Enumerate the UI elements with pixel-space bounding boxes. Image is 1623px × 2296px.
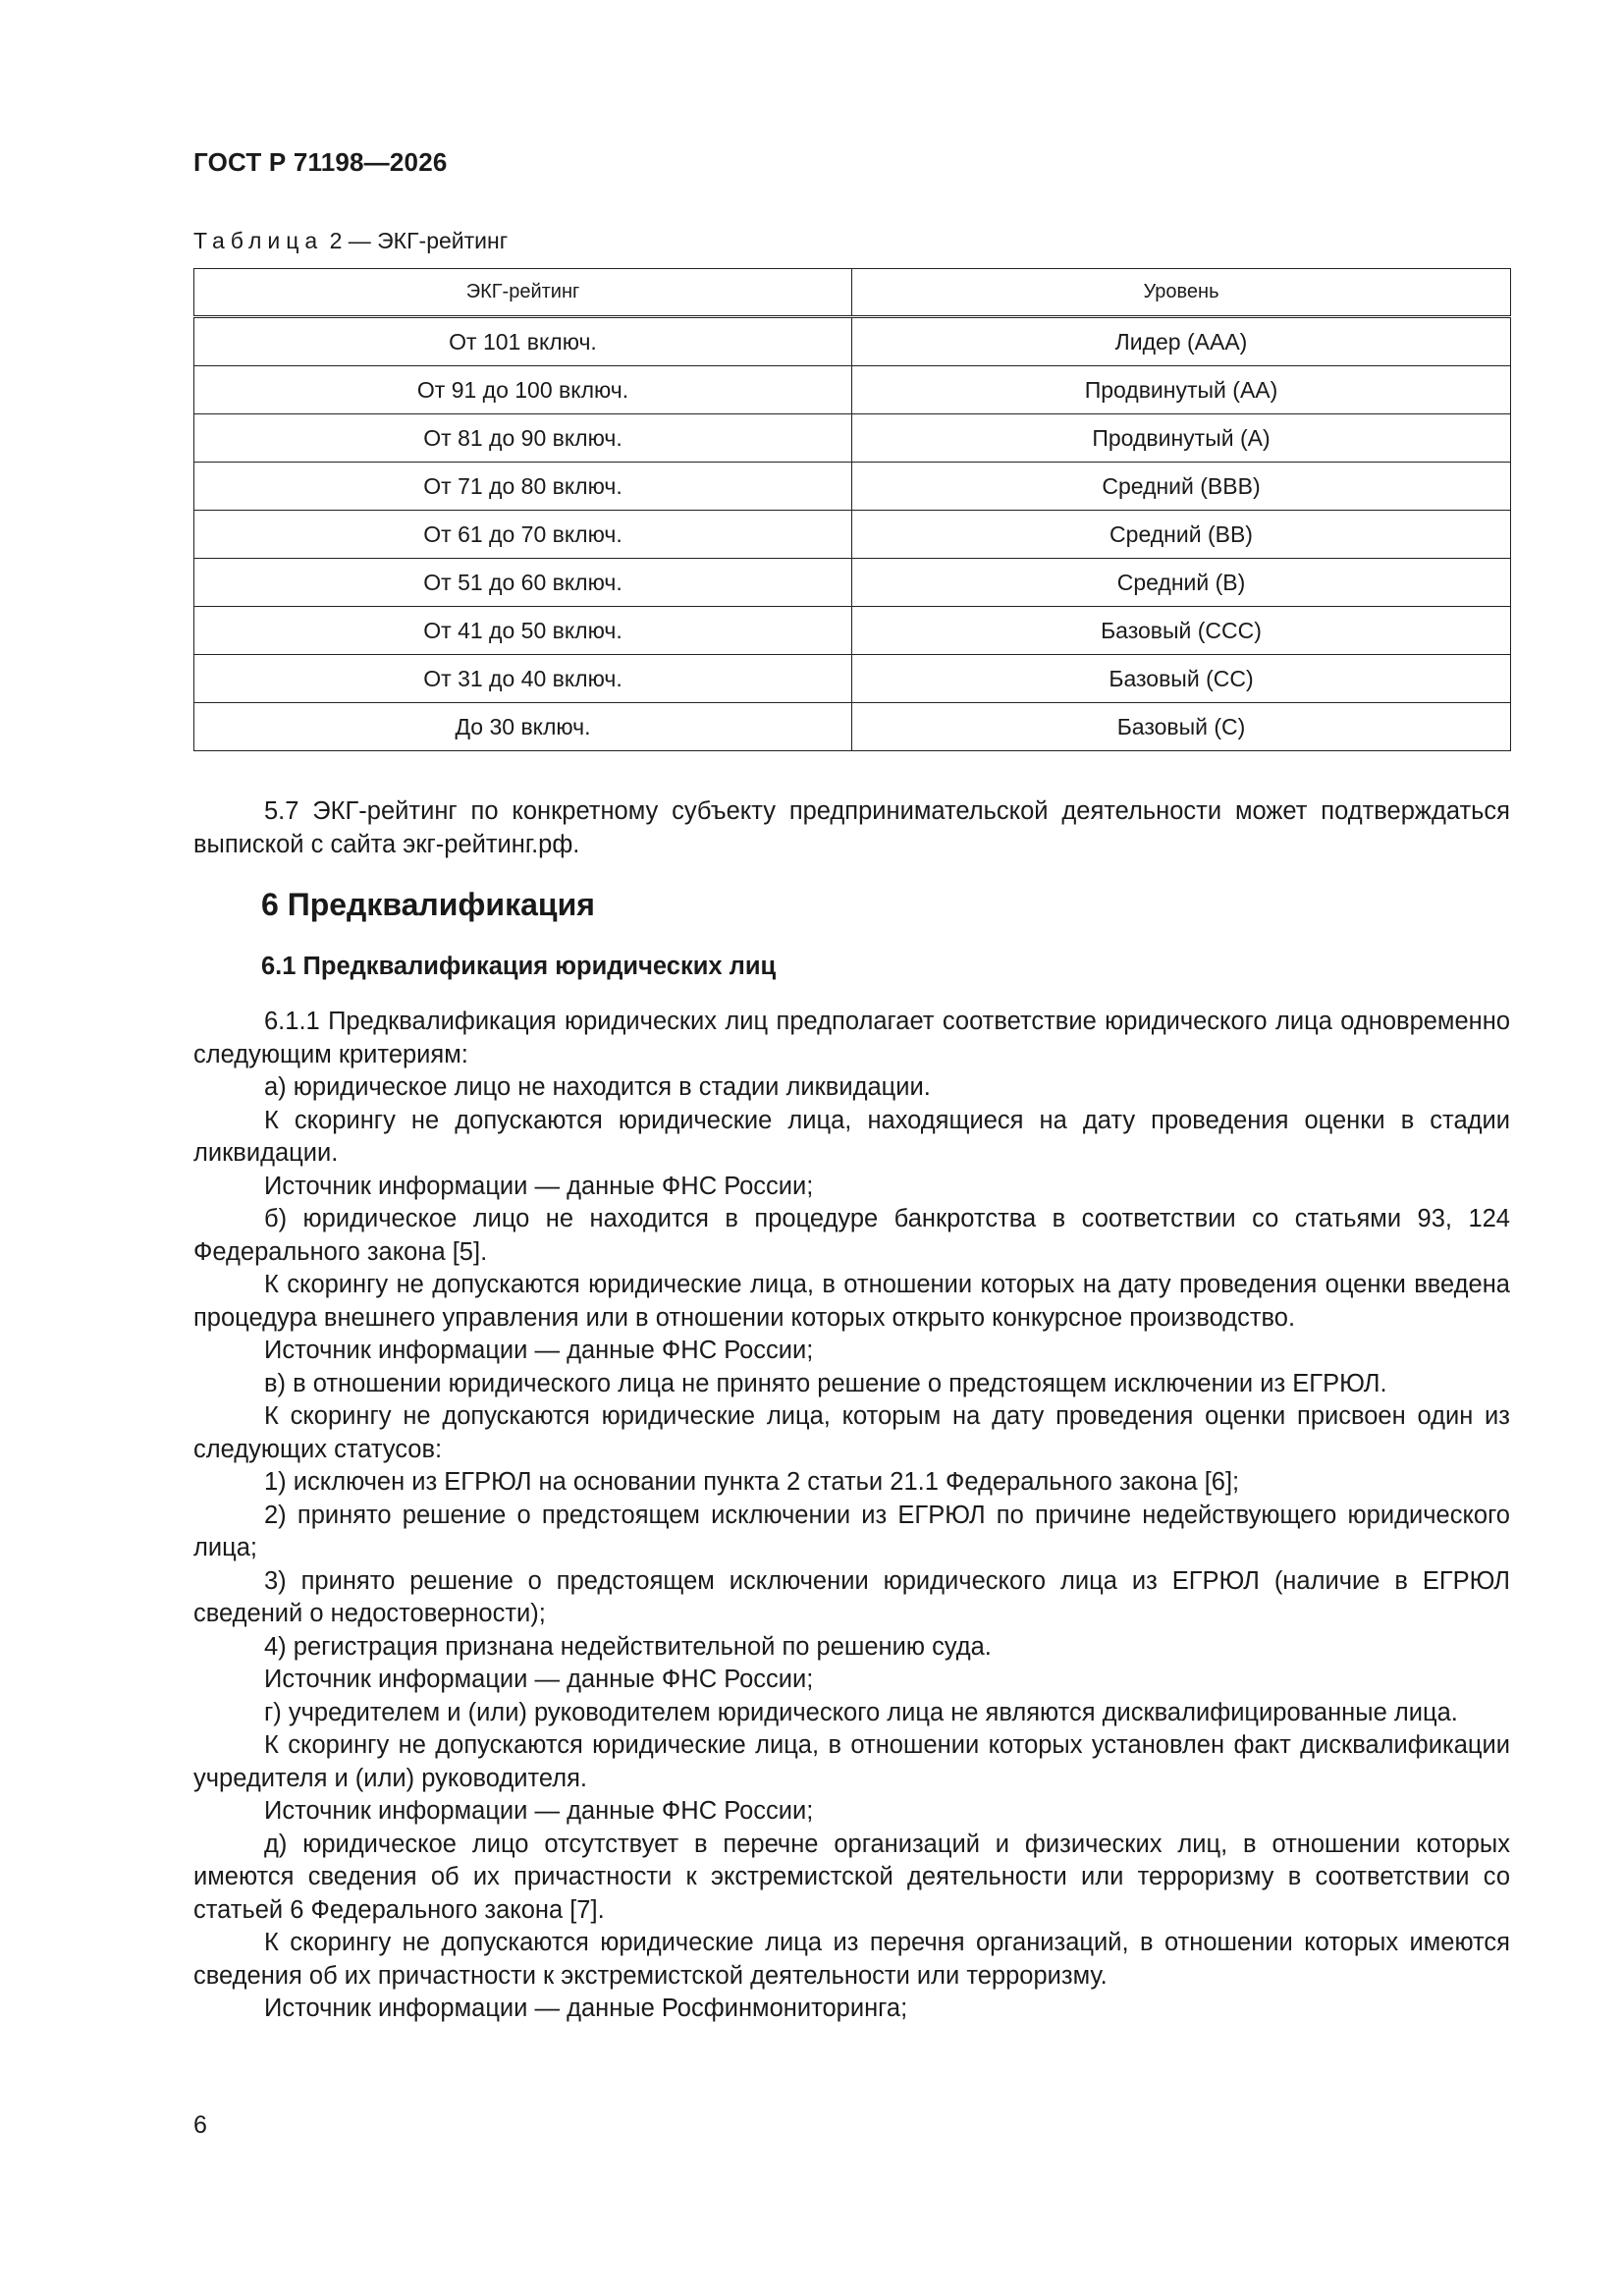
paragraph: К скорингу не допускаются юридические лица, в отношении которых установлен факт дисквалификации учредителя и (или) руководителя. xyxy=(193,1731,1510,1792)
paragraph: 3) принято решение о предстоящем исключении юридического лица из ЕГРЮЛ (наличие в ЕГРЮЛ сведений о недостоверности); xyxy=(193,1566,1510,1627)
rating-range-cell: От 31 до 40 включ. xyxy=(194,655,852,703)
paragraph: а) юридическое лицо не находится в стадии ликвидации. xyxy=(264,1073,931,1101)
table-row xyxy=(194,317,1511,366)
paragraph: д) юридическое лицо отсутствует в перечне организаций и физических лиц, в отношении которых имеются сведения об их причастности к экстремистской деятельности или терроризму в соответствии со статьей 6 Федерального закона [7]. xyxy=(193,1830,1510,1924)
table-caption-number: 2 — ЭКГ-рейтинг xyxy=(329,228,509,253)
paragraph: 6.1.1 Предквалификация юридических лиц предполагает соответствие юридического лица одновременно следующим критериям: xyxy=(193,1008,1510,1068)
paragraph: г) учредителем и (или) руководителем юридического лица не являются дисквалифицированные лица. xyxy=(264,1698,1458,1726)
level-cell: Средний (ВВ) xyxy=(852,511,1511,559)
paragraph: Источник информации — данные ФНС России; xyxy=(264,1337,814,1364)
rating-range-cell: От 101 включ. xyxy=(194,317,852,366)
section-body xyxy=(193,1006,1510,2026)
level-cell: Базовый (С) xyxy=(852,703,1511,751)
paragraph: Источник информации — данные Росфинмониторинга; xyxy=(264,1995,908,2022)
paragraph-5-7-block xyxy=(193,795,1510,861)
table-row xyxy=(194,511,1511,559)
document-header: ГОСТ Р 71198—2026 xyxy=(193,147,448,177)
section-title: 6 Предквалификация xyxy=(261,887,595,922)
level-cell: Средний (ВВВ) xyxy=(852,463,1511,511)
level-cell: Базовый (ССС) xyxy=(852,607,1511,655)
rating-range-cell: От 91 до 100 включ. xyxy=(194,366,852,414)
table-row xyxy=(194,607,1511,655)
paragraph: К скорингу не допускаются юридические лица, которым на дату проведения оценки присвоен один из следующих статусов: xyxy=(193,1402,1510,1463)
paragraph: 1) исключен из ЕГРЮЛ на основании пункта 2 статьи 21.1 Федерального закона [6]; xyxy=(264,1468,1240,1496)
table-header-row xyxy=(194,269,1511,317)
level-cell: Продвинутый (АА) xyxy=(852,366,1511,414)
paragraph: 4) регистрация признана недействительной по решению суда. xyxy=(264,1632,992,1661)
column-header-rating: ЭКГ-рейтинг xyxy=(194,269,852,317)
paragraph: К скорингу не допускаются юридические лица из перечня организаций, в отношении которых имеются сведения об их причастности к экстремистской деятельности или терроризму. xyxy=(193,1929,1510,1990)
level-cell: Лидер (ААА) xyxy=(852,317,1511,366)
table-row xyxy=(194,703,1511,751)
rating-range-cell: От 81 до 90 включ. xyxy=(194,414,852,463)
rating-range-cell: От 51 до 60 включ. xyxy=(194,559,852,607)
subsection-title: 6.1 Предквалификация юридических лиц xyxy=(261,953,777,980)
rating-table xyxy=(193,268,1511,751)
column-header-level: Уровень xyxy=(852,269,1511,317)
table-caption xyxy=(193,228,508,254)
level-cell: Продвинутый (А) xyxy=(852,414,1511,463)
paragraph-5-7: 5.7 ЭКГ-рейтинг по конкретному субъекту предпринимательской деятельности может подтверждаться выпиской с сайта экг-рейтинг.рф. xyxy=(193,797,1510,858)
table-row xyxy=(194,463,1511,511)
level-cell: Базовый (СС) xyxy=(852,655,1511,703)
paragraph: Источник информации — данные ФНС России; xyxy=(264,1172,814,1200)
paragraph: б) юридическое лицо не находится в процедуре банкротства в соответствии со статьями 93, 124 Федерального закона [5]. xyxy=(193,1205,1510,1266)
table-row xyxy=(194,655,1511,703)
rating-range-cell: От 41 до 50 включ. xyxy=(194,607,852,655)
paragraph: К скорингу не допускаются юридические лица, в отношении которых на дату проведения оценки введена процедура внешнего управления или в отношении которых открыто конкурсное производство. xyxy=(193,1271,1510,1332)
paragraph: К скорингу не допускаются юридические лица, находящиеся на дату проведения оценки в стадии ликвидации. xyxy=(193,1106,1510,1167)
rating-range-cell: От 61 до 70 включ. xyxy=(194,511,852,559)
table-row xyxy=(194,559,1511,607)
paragraph: Источник информации — данные ФНС России; xyxy=(264,1797,814,1825)
table-row xyxy=(194,366,1511,414)
rating-range-cell: До 30 включ. xyxy=(194,703,852,751)
paragraph: в) в отношении юридического лица не принято решение о предстоящем исключении из ЕГРЮЛ. xyxy=(264,1369,1387,1397)
table-caption-prefix: Таблица xyxy=(193,228,324,253)
paragraph: 2) принято решение о предстоящем исключении из ЕГРЮЛ по причине недействующего юридического лица; xyxy=(193,1501,1510,1561)
table-row xyxy=(194,414,1511,463)
level-cell: Средний (В) xyxy=(852,559,1511,607)
page-number: 6 xyxy=(193,2111,207,2139)
rating-range-cell: От 71 до 80 включ. xyxy=(194,463,852,511)
paragraph: Источник информации — данные ФНС России; xyxy=(264,1666,814,1693)
